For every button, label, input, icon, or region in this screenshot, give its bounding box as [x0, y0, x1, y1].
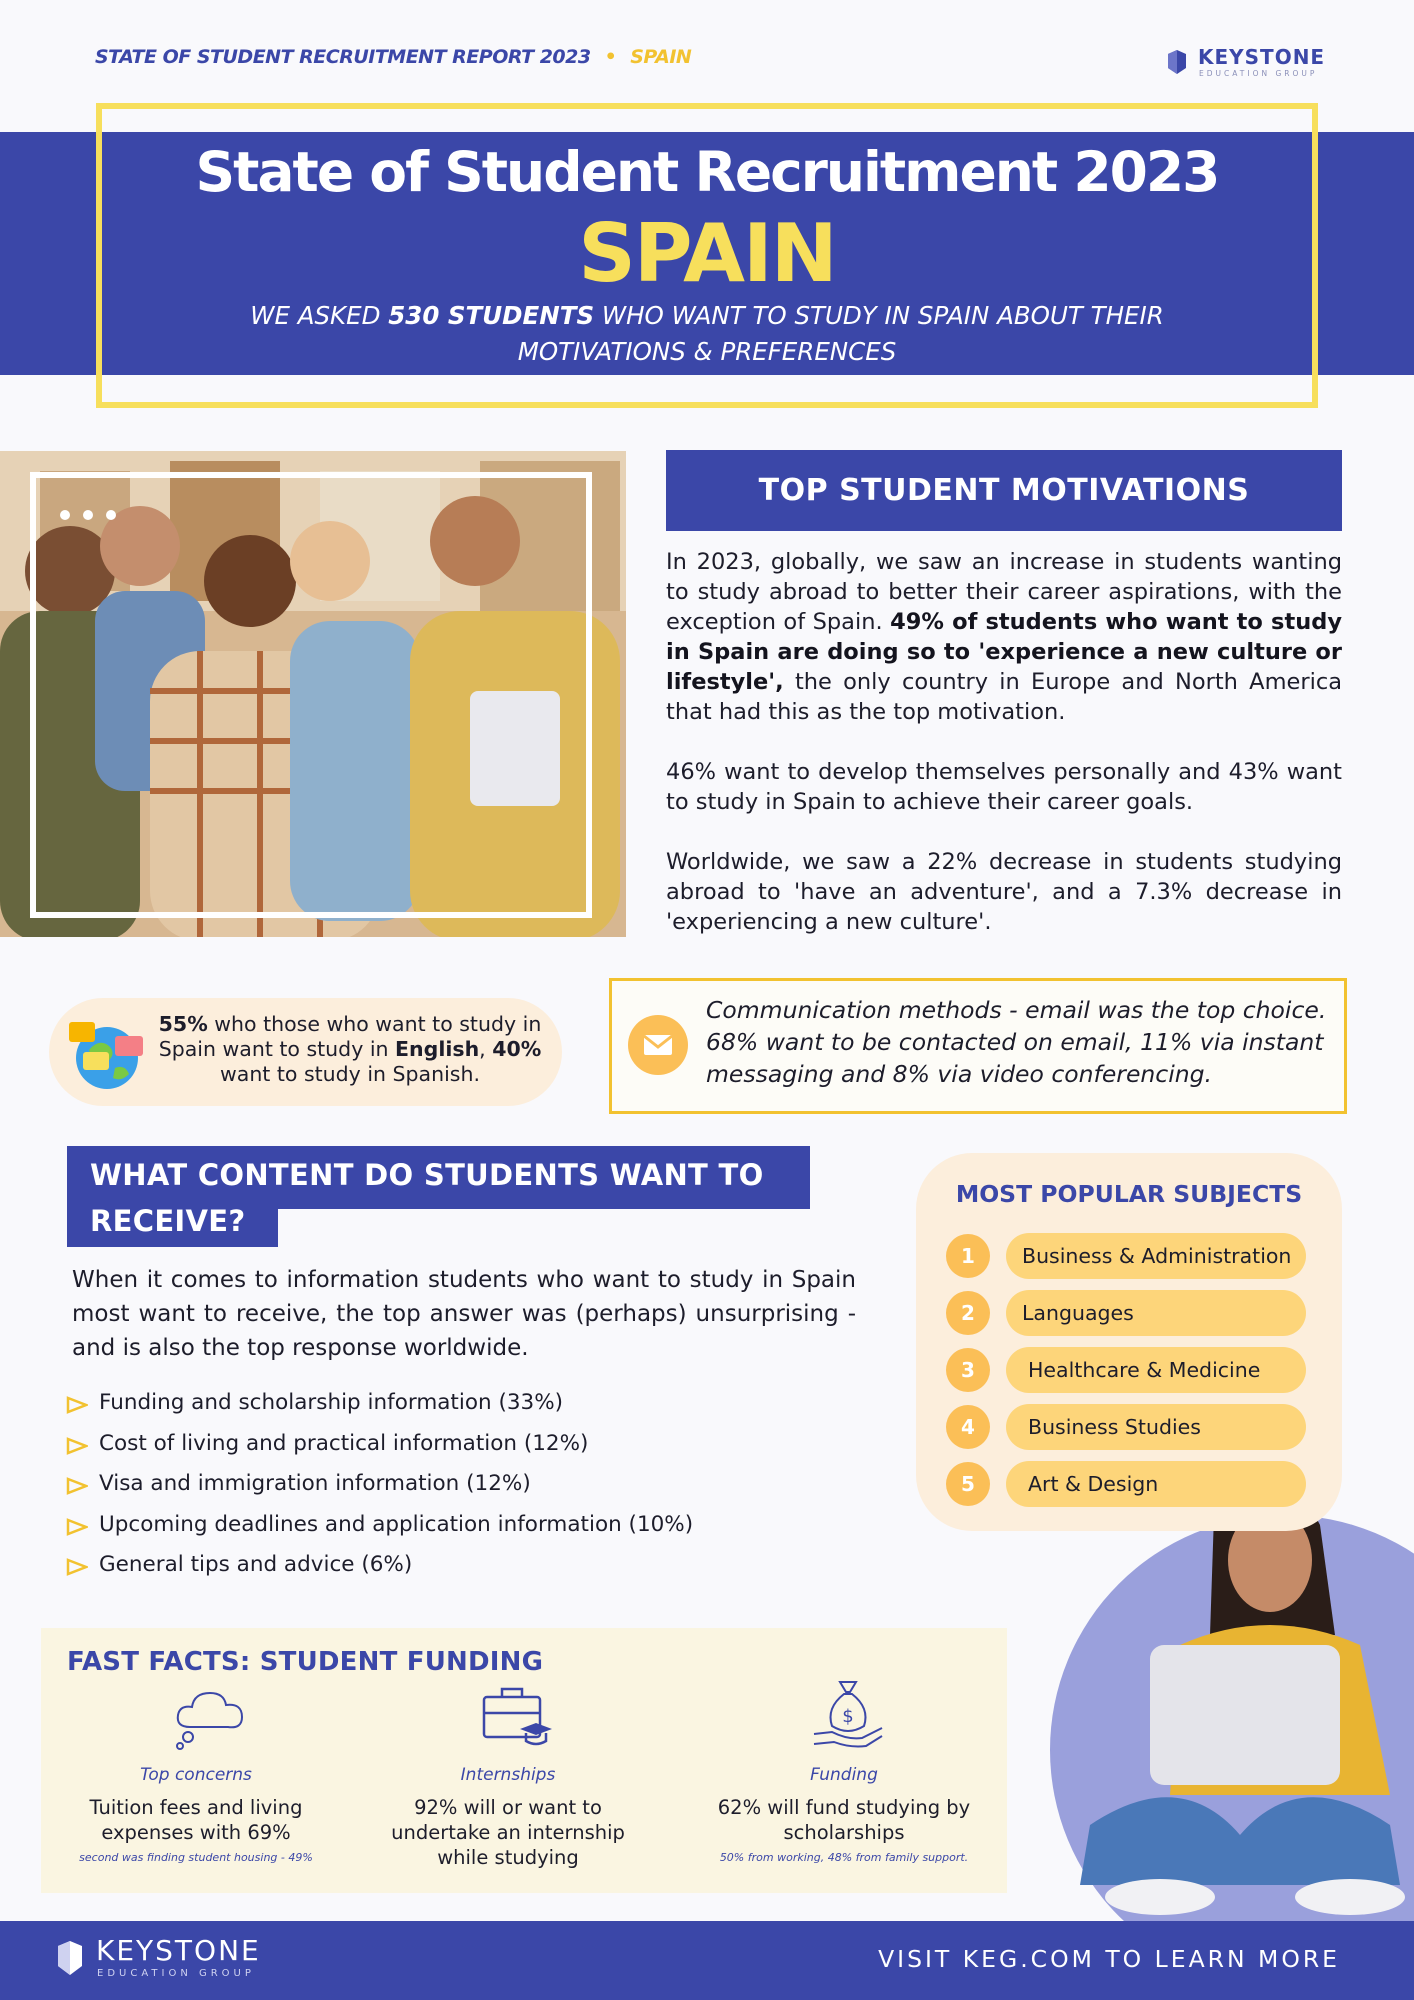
subject-item — [946, 1461, 1310, 1507]
globe-chat-icon — [69, 1020, 143, 1090]
money-bag-icon — [810, 1678, 886, 1754]
fact-note: 50% from working, 48% from family support. — [719, 1851, 969, 1864]
fact-main: Tuition fees and living expenses with 69% — [89, 1796, 303, 1844]
page-title: State of Student Recruitment 2023 — [195, 140, 1219, 204]
envelope-icon — [628, 1015, 688, 1075]
footer-cta-link[interactable]: VISIT KEG.COM TO LEARN MORE — [878, 1945, 1340, 1973]
photo-frame — [30, 472, 592, 918]
list-item: General tips and advice (6%) — [66, 1550, 786, 1591]
triangle-bullet-icon — [66, 1510, 99, 1545]
list-item: Visa and immigration information (12%) — [66, 1469, 786, 1510]
report-header — [95, 46, 691, 68]
subject-name: Business Studies — [1006, 1404, 1306, 1450]
subject-rank: 2 — [946, 1291, 990, 1335]
motivations-body — [666, 547, 1342, 967]
header-country: SPAIN — [630, 46, 692, 68]
subject-name: Business & Administration — [1006, 1233, 1306, 1279]
motivations-heading: TOP STUDENT MOTIVATIONS — [666, 450, 1342, 531]
triangle-bullet-icon — [66, 1429, 99, 1464]
triangle-bullet-icon — [66, 1550, 99, 1585]
triangle-bullet-icon — [66, 1388, 99, 1423]
triangle-bullet-icon — [66, 1469, 99, 1504]
photo-dots — [60, 505, 129, 524]
list-item: Upcoming deadlines and application information (10%) — [66, 1510, 786, 1551]
hero-subtitle — [210, 298, 1204, 370]
subject-item — [946, 1290, 1310, 1336]
woman-laptop-illustration — [1060, 1465, 1414, 1920]
list-item: Cost of living and practical information (12%) — [66, 1429, 786, 1470]
content-heading: WHAT CONTENT DO STUDENTS WANT TO RECEIVE? — [90, 1158, 764, 1238]
subject-item — [946, 1347, 1310, 1393]
fact-internships — [358, 1765, 658, 1870]
cloud-icon — [170, 1683, 250, 1751]
footer-brand-name: KEYSTONE — [96, 1934, 261, 1967]
report-title: STATE OF STUDENT RECRUITMENT REPORT 2023 — [95, 46, 591, 68]
subjects-heading: MOST POPULAR SUBJECTS — [955, 1180, 1303, 1208]
subject-name: Languages — [1006, 1290, 1306, 1336]
footer-brand-subtitle: EDUCATION GROUP — [97, 1968, 255, 1979]
list-item: Funding and scholarship information (33%) — [66, 1388, 786, 1429]
motivations-paragraph-2: 46% want to develop themselves personally and 43% want to study in Spain to achieve their career goals. — [666, 759, 1342, 815]
svg-text:$: $ — [842, 1706, 854, 1727]
keystone-logo-icon — [1166, 48, 1188, 76]
fact-main: 62% will fund studying by scholarships — [717, 1796, 971, 1844]
motivations-paragraph-1: In 2023, globally, we saw an increase in students wanting to study abroad to better their career aspirations, with the exception of Spain. 49% of students who want to study in Spain are doing so to 'experience a new culture or lifestyle', the only country in Europe and North America that had this as the top motivation. — [666, 549, 1342, 725]
subject-rank: 5 — [946, 1462, 990, 1506]
brand-subtitle: EDUCATION GROUP — [1199, 69, 1318, 78]
fast-facts-heading: FAST FACTS: STUDENT FUNDING — [67, 1647, 544, 1677]
subtitle-students: 530 STUDENTS — [388, 301, 595, 330]
subject-name: Art & Design — [1006, 1461, 1306, 1507]
content-body: When it comes to information students who want to study in Spain most want to receive, the top answer was (perhaps) unsurprising - and is also the top response worldwide. — [72, 1267, 856, 1361]
fact-main: 92% will or want to undertake an internship while studying — [391, 1796, 625, 1869]
keystone-logo[interactable] — [1166, 45, 1326, 81]
communication-text: Communication methods - email was the top choice. 68% want to be contacted on email, 11% via instant messaging and 8% via video conferencing. — [706, 996, 1327, 1088]
subtitle-text-end: WHO WANT TO STUDY IN SPAIN ABOUT THEIR MOTIVATIONS & PREFERENCES — [517, 301, 1164, 366]
fact-funding — [694, 1765, 994, 1864]
subject-item — [946, 1233, 1310, 1279]
briefcase-icon — [480, 1683, 554, 1749]
subject-item — [946, 1404, 1310, 1450]
separator-dot: • — [604, 46, 617, 68]
motivations-paragraph-3: Worldwide, we saw a 22% decrease in students studying abroad to 'have an adventure', and a 7.3% decrease in 'experiencing a new culture'. — [666, 849, 1342, 935]
subject-rank: 4 — [946, 1405, 990, 1449]
subject-rank: 1 — [946, 1234, 990, 1278]
fact-note: second was finding student housing - 49% — [79, 1851, 313, 1864]
fact-caption: Top concerns — [140, 1765, 252, 1785]
fact-caption: Internships — [460, 1765, 556, 1785]
brand-name: KEYSTONE — [1198, 45, 1326, 69]
content-list — [66, 1388, 786, 1591]
subject-name: Healthcare & Medicine — [1006, 1347, 1306, 1393]
language-text: 55% who those who want to study in Spain want to study in English, 40% want to study in Spanish. — [158, 1012, 542, 1086]
fact-caption: Funding — [810, 1765, 878, 1785]
fact-top-concerns — [46, 1765, 346, 1864]
subject-rank: 3 — [946, 1348, 990, 1392]
subtitle-text: WE ASKED — [250, 301, 389, 330]
country-title: SPAIN — [578, 207, 836, 300]
keystone-logo-icon[interactable] — [55, 1938, 85, 1978]
